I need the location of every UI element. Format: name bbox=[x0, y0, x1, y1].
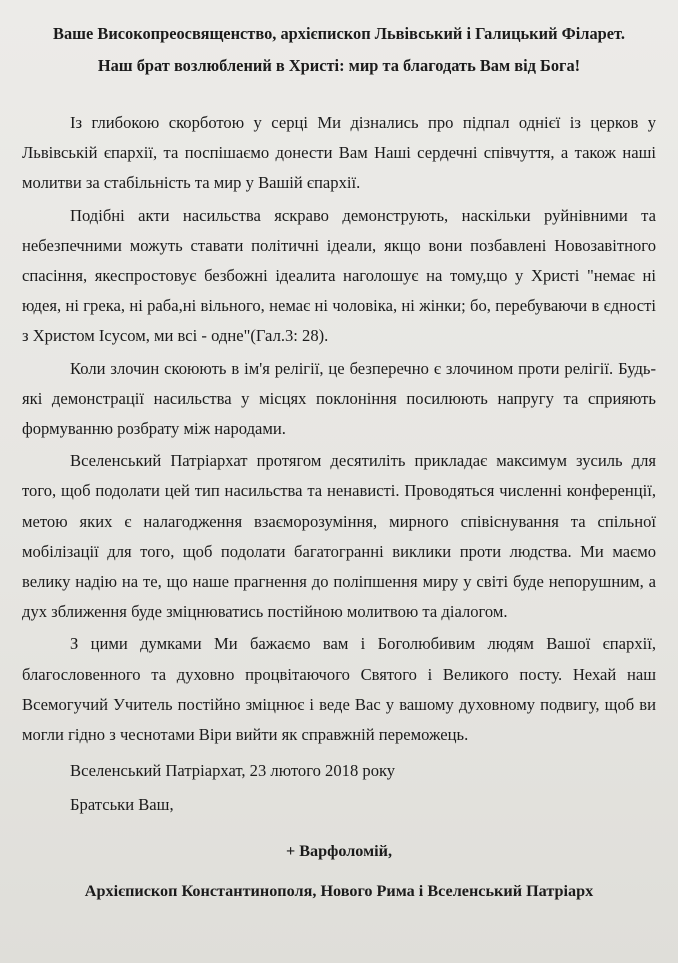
paragraph-5: З цими думками Ми бажаємо вам і Боголюбивим людям Вашої єпархії, благословенного та духовно процвітаючого Святого і Великого посту. Нехай наш Всемогучий Учитель постійно зміцнює і веде Вас у вашому духовному подвигу, щоб ви могли гідно з чеснотами Віри вийти як справжній переможець. bbox=[22, 634, 656, 745]
signature-title: Архієпископ Константинополя, Нового Рима і Вселенський Патріарх bbox=[84, 882, 594, 901]
paragraph-3: Коли злочин скоюють в ім'я релігії, це безперечно є злочином проти релігії. Будь-які демонстрації насильства у місцях поклоніння посилюють напругу та сприяють формуванню розбрату між народами. bbox=[22, 358, 656, 439]
letter-body bbox=[22, 108, 656, 750]
date-line: Вселенський Патріархат, 23 лютого 2018 року bbox=[70, 761, 396, 781]
regards-line: Братськи Ваш, bbox=[70, 795, 174, 815]
paragraph-2: Подібні акти насильства яскраво демонструють, наскільки руйнівними та небезпечними можуть ставати політичні ідеали, якщо вони позбавлені Новозавітного спасіння, якеспростовує безбожні ідеалита наголошує на тому,що у Христі "немає ні юдея, ні грека, ні раба,ні вільного, немає ні чоловіка, ні жінки; бо, перебуваючи в єдності з Христом Ісусом, ми всі - одне"(Гал.3: 28). bbox=[22, 205, 656, 346]
salutation-line-1: Ваше Високопреосвященство, архієпископ Львівський і Галицький Філарет. bbox=[53, 24, 625, 43]
paragraph-4: Вселенський Патріархат протягом десятиліть прикладає максимум зусиль для того, щоб подолати цей тип насильства та ненависті. Проводяться численні конференції, метою яких є налагодження взаєморозуміння, мирного співіснування та спільної мобілізації для того, щоб подолати багатогранні виклики проти людства. Ми маємо велику надію на те, що наше прагнення до поліпшення миру у світі буде непорушним, а дух зближення буде зміцнюватись постійною молитвою та діалогом. bbox=[22, 451, 656, 622]
paragraph-1: Із глибокою скорботою у серці Ми дізнались про підпал однієї із церков у Львівській єпархії, та поспішаємо донести Вам Наші сердечні співчуття, а також наші молитви за стабільність та мир у Вашій єпархії. bbox=[22, 113, 656, 193]
signature-name: + Варфоломій, bbox=[285, 842, 392, 861]
salutation-line-2: Наш брат возлюблений в Христі: мир та благодать Вам від Бога! bbox=[97, 56, 581, 75]
